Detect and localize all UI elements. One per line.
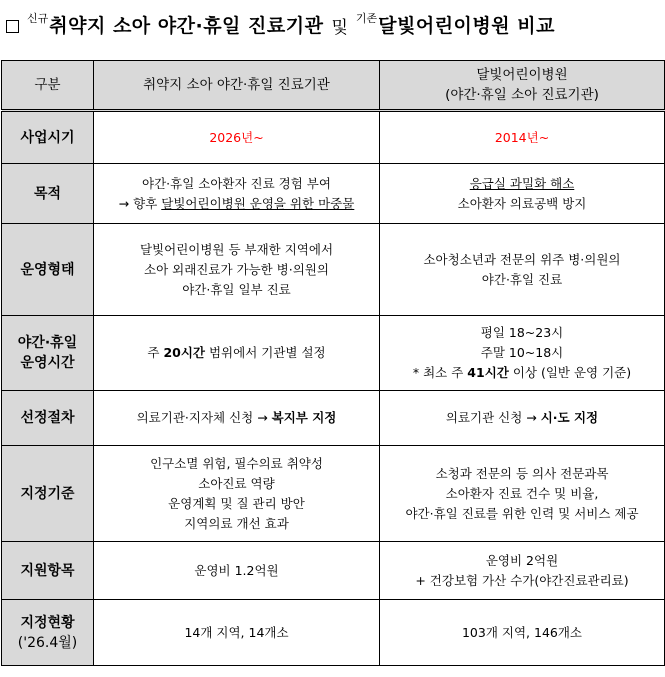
title-main: 취약지 소아 야간·휴일 진료기관 [49,15,324,37]
row-label: 운영형태 [2,224,94,316]
table-row-operation [2,224,665,316]
document-title [6,6,555,38]
header-old-program: 달빛어린이병원 (야간·휴일 소아 진료기관) [380,61,665,111]
cell-new: 인구소멸 위험, 필수의료 취약성 소아진료 역량 운영계획 및 질 관리 방안 지역의료 개선 효과 [94,446,380,542]
cell-new: 달빛어린이병원 등 부재한 지역에서 소아 외래진료가 가능한 병·의원의 야간·휴일 일부 진료 [94,224,380,316]
row-label: 지원항목 [2,542,94,600]
row-label: 선정절차 [2,391,94,446]
cell-old: 103개 지역, 146개소 [380,600,665,666]
header-category: 구분 [2,61,94,111]
title-prefix-new: 신규 [27,12,49,25]
cell-new: 14개 지역, 14개소 [94,600,380,666]
cell-new: 2026년~ [94,111,380,164]
comparison-table [1,60,665,666]
table-row-criteria [2,446,665,542]
row-label: 사업시기 [2,111,94,164]
table-row-selection [2,391,665,446]
table-row-purpose [2,164,665,224]
cell-new: 의료기관·지자체 신청 → 복지부 지정 [94,391,380,446]
row-label: 지정현황 ('26.4월) [2,600,94,666]
cell-old: 의료기관 신청 → 시·도 지정 [380,391,665,446]
row-label: 목적 [2,164,94,224]
cell-new: 야간·휴일 소아환자 진료 경험 부여 → 향후 달빛어린이병원 운영을 위한 마중물 [94,164,380,224]
cell-old: 소아청소년과 전문의 위주 병·의원의 야간·휴일 진료 [380,224,665,316]
cell-new: 주 20시간 범위에서 기관별 설정 [94,316,380,391]
table-header-row [2,61,665,111]
table-row-start [2,111,665,164]
table-row-status [2,600,665,666]
title-conjunction: 및 [331,18,348,38]
cell-new: 운영비 1.2억원 [94,542,380,600]
cell-old: 운영비 2억원 + 건강보험 가산 수가(야간진료관리료) [380,542,665,600]
table-row-hours [2,316,665,391]
row-label: 야간·휴일 운영시간 [2,316,94,391]
title-prefix-old: 기존 [355,12,378,25]
cell-old: 응급실 과밀화 해소 소아환자 의료공백 방지 [380,164,665,224]
cell-old: 2014년~ [380,111,665,164]
cell-old: 소청과 전문의 등 의사 전문과목 소아환자 진료 건수 및 비율, 야간·휴일 진료를 위한 인력 및 서비스 제공 [380,446,665,542]
checkbox-square-icon [6,20,19,33]
header-new-program: 취약지 소아 야간·휴일 진료기관 [94,61,380,111]
row-label: 지정기준 [2,446,94,542]
table-row-support [2,542,665,600]
cell-old: 평일 18~23시 주말 10~18시 * 최소 주 41시간 이상 (일반 운영 기준) [380,316,665,391]
title-main-2: 달빛어린이병원 비교 [378,15,555,37]
